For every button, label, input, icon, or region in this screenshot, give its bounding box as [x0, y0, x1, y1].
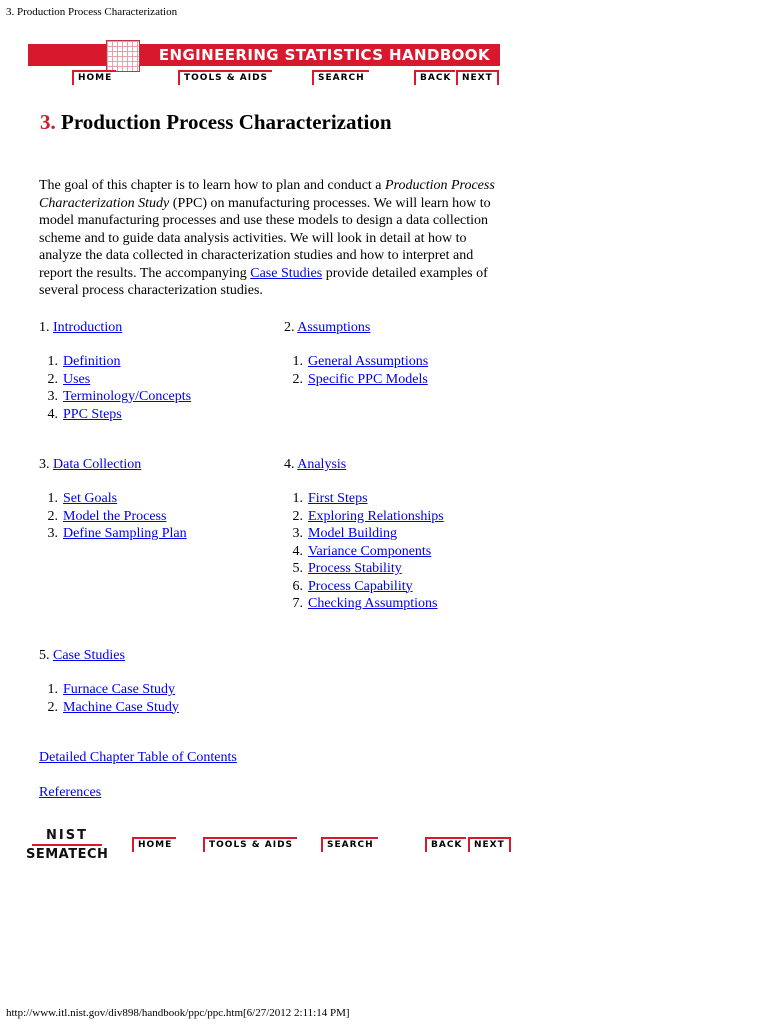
- banner-title: ENGINEERING STATISTICS HANDBOOK: [158, 46, 490, 64]
- logo-nist-text: NIST: [46, 828, 88, 843]
- references-link[interactable]: References: [39, 785, 102, 800]
- logo-divider: [32, 844, 102, 846]
- section-heading: [39, 648, 125, 664]
- item-link[interactable]: PPC Steps: [63, 406, 122, 422]
- footer-tools-button[interactable]: TOOLS & AIDS: [203, 837, 297, 852]
- section-link-assumptions[interactable]: Assumptions: [297, 320, 371, 335]
- section-4-items: [284, 490, 444, 613]
- item-link[interactable]: First Steps: [308, 491, 368, 506]
- section-number: 5.: [39, 648, 50, 663]
- list-item: 4. Variance Components: [292, 543, 432, 559]
- intro-text-2: (PPC) on manufacturing processes. We will learn how to model manufacturing processes and use these models to design a data collection scheme and to guide data analysis activities. We will look in detail at how to analyze the data collected in characterization studies and how to interpret and report the results. The accompanying: [39, 195, 491, 281]
- list-item: 6. Process Capability: [292, 578, 413, 594]
- nav-tools-button[interactable]: TOOLS & AIDS: [178, 70, 272, 85]
- list-item: 1. Definition: [47, 354, 121, 369]
- item-link[interactable]: Model the Process: [63, 508, 167, 524]
- section-number: 1.: [39, 320, 50, 335]
- chapter-title: Production Process Characterization: [61, 110, 392, 134]
- intro-emphasis: Production Process Characterization Study: [39, 178, 495, 211]
- intro-text-3: provide detailed examples of several process characterization studies.: [39, 265, 488, 298]
- section-5-items: [39, 681, 179, 716]
- case-studies-inline-link[interactable]: Case Studies: [250, 265, 323, 281]
- section-link-data-collection[interactable]: Data Collection: [53, 457, 142, 472]
- nist-sematech-logo[interactable]: [26, 828, 108, 862]
- item-link[interactable]: Variance Components: [308, 543, 432, 559]
- item-link[interactable]: Process Stability: [308, 561, 402, 576]
- intro-text-1: The goal of this chapter is to learn how to plan and conduct a: [39, 178, 386, 193]
- item-link[interactable]: Set Goals: [63, 491, 118, 506]
- footer-search-button[interactable]: SEARCH: [321, 837, 378, 852]
- item-link[interactable]: Model Building: [308, 526, 398, 541]
- handbook-banner[interactable]: [28, 44, 500, 66]
- list-item: 2. Exploring Relationships: [292, 508, 444, 524]
- list-item: 5. Process Stability: [292, 561, 402, 576]
- item-link[interactable]: Machine Case Study: [63, 699, 179, 715]
- graph-logo-icon: [106, 40, 140, 72]
- print-header: 3. Production Process Characterization: [6, 6, 178, 18]
- chapter-number: 3.: [40, 110, 56, 134]
- list-item: 7. Checking Assumptions: [292, 596, 438, 611]
- item-link[interactable]: Specific PPC Models: [308, 371, 428, 387]
- footer-next-button[interactable]: NEXT: [468, 837, 511, 852]
- footer-back-button[interactable]: BACK: [425, 837, 466, 852]
- item-link[interactable]: Define Sampling Plan: [63, 526, 187, 541]
- footer-home-button[interactable]: HOME: [132, 837, 176, 852]
- section-link-analysis[interactable]: Analysis: [297, 457, 347, 472]
- item-link[interactable]: Checking Assumptions: [308, 596, 438, 611]
- nav-search-button[interactable]: SEARCH: [312, 70, 369, 85]
- list-item: 2. Uses: [47, 371, 91, 387]
- item-link[interactable]: Furnace Case Study: [63, 682, 175, 697]
- list-item: 2. Machine Case Study: [47, 699, 179, 715]
- list-item: 3. Model Building: [292, 526, 398, 541]
- section-link-introduction[interactable]: Introduction: [53, 320, 123, 335]
- item-link[interactable]: Exploring Relationships: [308, 508, 444, 524]
- logo-sematech-text: SEMATECH: [26, 847, 109, 862]
- section-heading: [284, 320, 370, 336]
- item-link[interactable]: Definition: [63, 354, 121, 369]
- section-link-case-studies[interactable]: Case Studies: [53, 648, 125, 663]
- section-2-items: [284, 353, 428, 388]
- list-item: 4. PPC Steps: [47, 406, 122, 422]
- list-item: 1. General Assumptions: [292, 354, 429, 369]
- list-item: 2. Specific PPC Models: [292, 371, 428, 387]
- nav-back-button[interactable]: BACK: [414, 70, 455, 85]
- nav-home-button[interactable]: HOME: [72, 70, 116, 85]
- section-1-items: [39, 353, 191, 423]
- section-heading: [39, 457, 141, 473]
- list-item: 1. First Steps: [292, 491, 368, 506]
- list-item: 3. Define Sampling Plan: [47, 526, 187, 541]
- list-item: 3. Terminology/Concepts: [47, 389, 192, 404]
- item-link[interactable]: Terminology/Concepts: [63, 389, 192, 404]
- nav-next-button[interactable]: NEXT: [456, 70, 499, 85]
- item-link[interactable]: General Assumptions: [308, 354, 429, 369]
- section-3-items: [39, 490, 187, 543]
- section-heading: [39, 320, 122, 336]
- detailed-toc-link[interactable]: Detailed Chapter Table of Contents: [39, 750, 237, 765]
- list-item: 1. Furnace Case Study: [47, 682, 175, 697]
- page-title: [40, 110, 392, 135]
- section-number: 3.: [39, 457, 50, 472]
- item-link[interactable]: Process Capability: [308, 578, 413, 594]
- print-footer-url: http://www.itl.nist.gov/div898/handbook/ppc/ppc.htm[6/27/2012 2:11:14 PM]: [6, 1007, 350, 1019]
- section-heading: [284, 457, 346, 473]
- intro-paragraph: [39, 177, 509, 300]
- list-item: 1. Set Goals: [47, 491, 118, 506]
- section-number: 2.: [284, 320, 295, 335]
- toc-link-wrapper: [39, 750, 237, 766]
- list-item: 2. Model the Process: [47, 508, 167, 524]
- item-link[interactable]: Uses: [63, 371, 91, 387]
- references-link-wrapper: [39, 785, 101, 801]
- section-number: 4.: [284, 457, 295, 472]
